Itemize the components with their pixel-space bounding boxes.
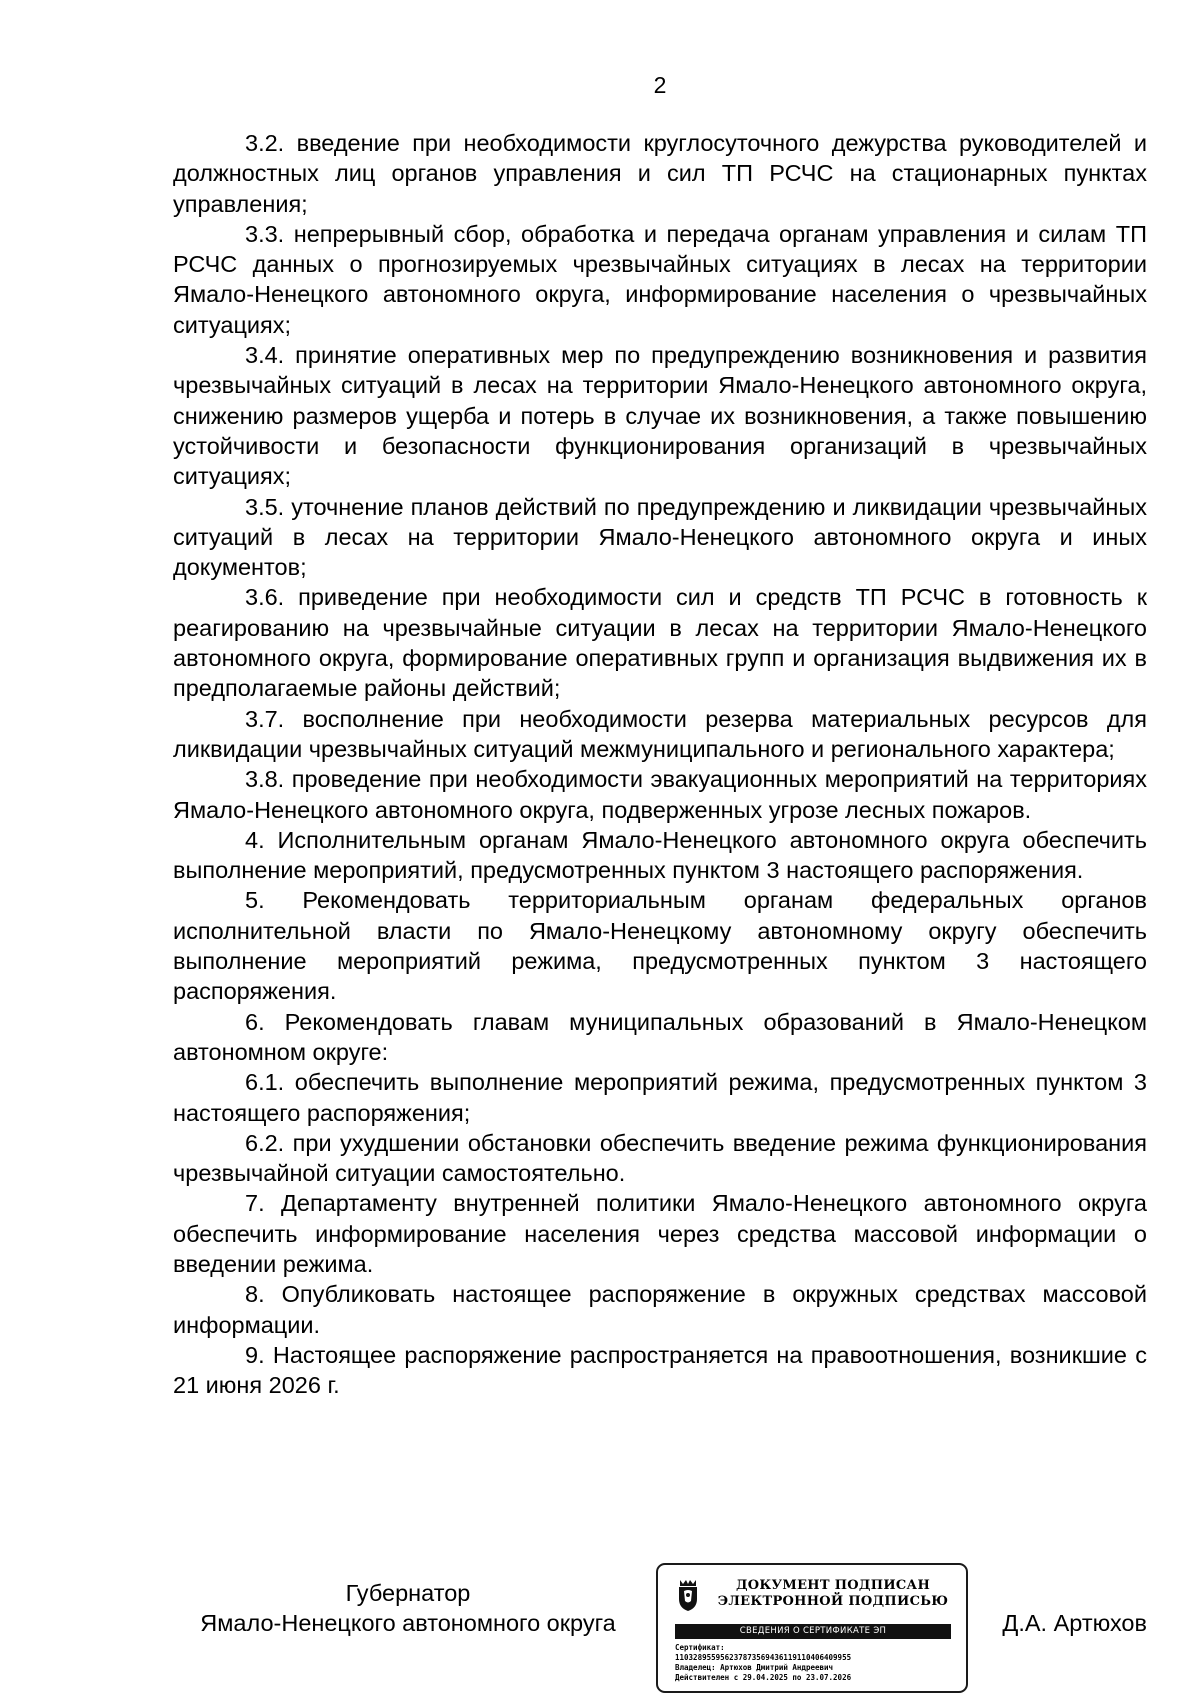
paragraph-3-7: 3.7. восполнение при необходимости резерва материальных ресурсов для ликвидации чрезвычайных ситуаций межмуниципального и регионального характера; <box>173 705 1147 762</box>
paragraph-7: 7. Департаменту внутренней политики Ямало-Ненецкого автономного округа обеспечить информирование населения через средства массовой информации о введении режима. <box>173 1190 1147 1277</box>
stamp-title-line-2: ЭЛЕКТРОННОЙ ПОДПИСЬЮ <box>717 1594 949 1609</box>
certificate-number: 110328955956237873569436119110406409955 <box>675 1653 852 1662</box>
paragraph-3-5: 3.5. уточнение планов действий по предупреждению и ликвидации чрезвычайных ситуаций в лесах на территории Ямало-Ненецкого автономного округа и иных документов; <box>173 493 1147 581</box>
paragraph-6: 6. Рекомендовать главам муниципальных образований в Ямало-Ненецком автономном округе: <box>173 1008 1147 1065</box>
paragraph-6-1: 6.1. обеспечить выполнение мероприятий режима, предусмотренных пунктом 3 настоящего распоряжения; <box>173 1069 1147 1126</box>
paragraph-9: 9. Настоящее распоряжение распространяется на правоотношения, возникшие с 21 июня 2026 г. <box>173 1341 1147 1399</box>
signer-position <box>173 1578 643 1638</box>
paragraph-3-8: 3.8. проведение при необходимости эвакуационных мероприятий на территориях Ямало-Ненецкого автономного округа, подверженных угрозе лесных пожаров. <box>173 766 1147 823</box>
paragraph-3-4: 3.4. принятие оперативных мер по предупреждению возникновения и развития чрезвычайных ситуаций в лесах на территории Ямало-Ненецкого автономного округа, снижению размеров ущерба и потерь в случае их возникновения, а также повышению устойчивости и безопасности функционирования организаций в чрезвычайных ситуациях; <box>173 342 1147 490</box>
certificate-info-bar: СВЕДЕНИЯ О СЕРТИФИКАТЕ ЭП <box>675 1624 951 1639</box>
paragraph-6-2: 6.2. при ухудшении обстановки обеспечить введение режима функционирования чрезвычайной ситуации самостоятельно. <box>173 1129 1147 1187</box>
page-number: 2 <box>653 72 667 98</box>
paragraph-8: 8. Опубликовать настоящее распоряжение в окружных средствах массовой информации. <box>173 1281 1147 1338</box>
document-body <box>173 128 1147 1400</box>
signer-position-line-2: Ямало-Ненецкого автономного округа <box>200 1610 616 1636</box>
stamp-title <box>706 1578 960 1610</box>
signer-name: Д.А. Артюхов <box>1002 1610 1147 1636</box>
certificate-label: Сертификат: <box>675 1643 725 1652</box>
signer-position-line-1: Губернатор <box>345 1580 471 1606</box>
electronic-signature-stamp <box>656 1563 968 1693</box>
certificate-owner: Владелец: Артюхов Дмитрий Андреевич <box>675 1663 834 1672</box>
certificate-validity: Действителен с 29.04.2025 по 23.07.2026 <box>675 1673 852 1682</box>
coat-of-arms-icon <box>676 1577 700 1613</box>
paragraph-4: 4. Исполнительным органам Ямало-Ненецкого автономного округа обеспечить выполнение мероприятий, предусмотренных пунктом 3 настоящего распоряжения. <box>173 826 1147 884</box>
paragraph-3-3: 3.3. непрерывный сбор, обработка и передача органам управления и силам ТП РСЧС данных о прогнозируемых чрезвычайных ситуациях в лесах на территории Ямало-Ненецкого автономного округа, информирование населения о чрезвычайных ситуациях; <box>173 220 1147 338</box>
certificate-details <box>675 1643 960 1683</box>
paragraph-3-2: 3.2. введение при необходимости круглосуточного дежурства руководителей и должностных лиц органов управления и сил ТП РСЧС на стационарных пунктах управления; <box>173 130 1147 217</box>
paragraph-3-6: 3.6. приведение при необходимости сил и средств ТП РСЧС в готовность к реагированию на чрезвычайные ситуации в лесах на территории Ямало-Ненецкого автономного округа, формирование оперативных групп и организация выдвижения их в предполагаемые районы действий; <box>173 584 1147 702</box>
paragraph-5: 5. Рекомендовать территориальным органам федеральных органов исполнительной власти по Ямало-Ненецкому автономному округу обеспечить выполнение мероприятий режима, предусмотренных пунктом 3 настоящего распоряжения. <box>173 887 1147 1005</box>
stamp-title-line-1: ДОКУМЕНТ ПОДПИСАН <box>735 1578 931 1593</box>
